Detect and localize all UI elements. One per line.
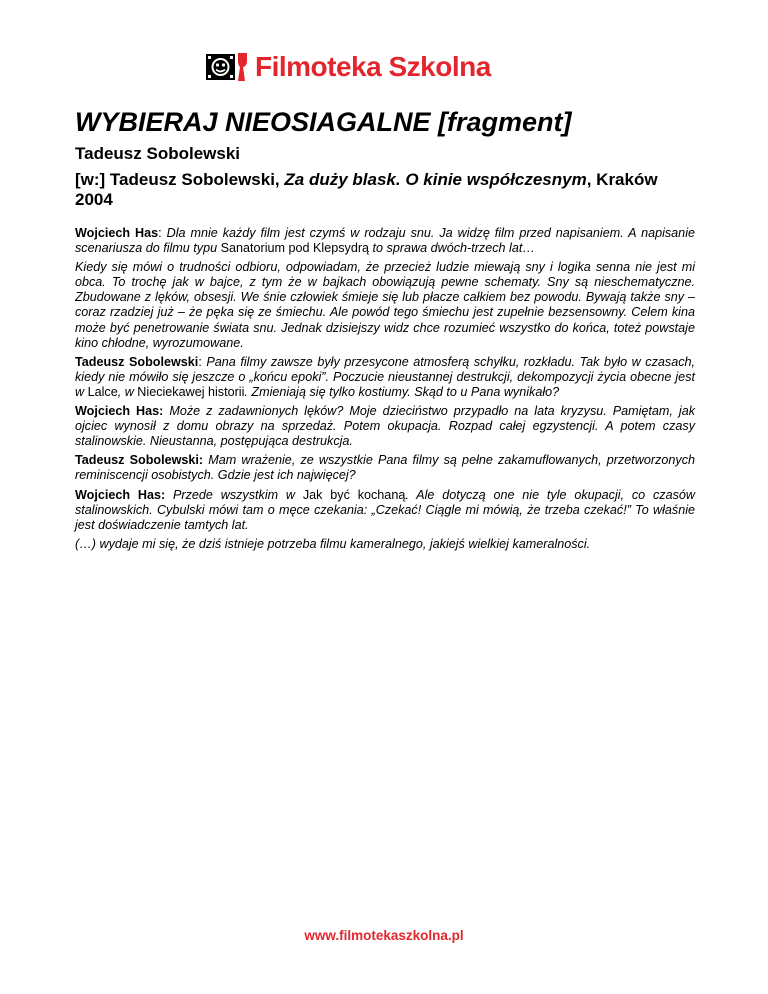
title-reference: Jak być kochaną — [302, 487, 406, 502]
interview-paragraph — [75, 404, 695, 449]
statement-text: Dla mnie każdy film jest czymś w rodzaju snu. Ja widzę film przed napisaniem. A napisanie scenariusza do filmu typu — [75, 226, 695, 256]
interview-paragraph: Tadeusz Sobolewski: Pana filmy zawsze były przesycone atmosferą schyłku, rozkładu. Tak było w czasach, kiedy nie mówiło się jeszcze o „końcu epoki”. Poczucie nieustannej destrukcji, dekompozycji życia obecne jest w Lalce, w Nieciekawej historii. Zmieniają się tylko kostiumy. Skąd to u Pana wynikało? — [75, 354, 696, 399]
statement-text: to sprawa dwóch-trzech lat… — [369, 241, 535, 256]
source-citation — [75, 170, 695, 210]
statement-text: Może z zadawnionych lęków? Moje dzieciństwo przypadło na lata kryzysu. Pamiętam, jak ojciec wynosił z domu obrazy na sprzedaż. Potem okupacja. Rozpad całej egzystencji. A potem czasy stalinowskie. Nieustanna, postępująca destrukcja. — [75, 404, 695, 449]
document-title: WYBIERAJ NIEOSIAGALNE [fragment] — [75, 107, 572, 137]
film-reel-face-icon — [205, 51, 251, 83]
footer-url-link[interactable]: www.filmotekaszkolna.pl — [304, 928, 464, 943]
statement-text: Przede wszystkim w — [173, 487, 303, 502]
speaker-name: Wojciech Has — [75, 226, 159, 240]
interview-paragraph — [75, 537, 695, 552]
statement-text: Mam wrażenie, ze wszystkie Pana filmy są pełne zakamuflowanych, przetworzonych reminiscencji osobistych. Gdzie jest ich najwięcej? — [75, 453, 695, 483]
statement-text: (…) wydaje mi się, że dziś istnieje potrzeba filmu kameralnego, jakiejś wielkiej kameralności. — [75, 536, 591, 551]
title-reference: Lalce — [87, 384, 118, 399]
speaker-name: Wojciech Has: — [75, 487, 166, 502]
source-book-title: Za duży blask. O kinie współczesnym — [284, 170, 587, 189]
title-reference: Sanatorium pod Klepsydrą — [220, 241, 370, 256]
interview-paragraph — [75, 488, 695, 533]
statement-text: , w — [117, 384, 138, 399]
statement-text: Kiedy się mówi o trudności odbioru, odpowiadam, że przecież ludzie miewają sny i logika senna nie jest mi obca. To trochę jak w bajce, z tym że w bajkach obowiązują pewne schematy. Sny są nieschematyczne. Zbudowane z lęków, obsesji. We śnie człowiek śmieje się lub płacze całkiem bez powodu. Bywają także sny – coraz rzadziej już – że pęka się ze śmiechu. Ale powód tego śmiechu jest zupełnie bezsensowny. Celem kina może być penetrowanie świata snu. Jednak dzisiejszy widz chce rozumieć wszystko do końca, toteż powstaje kino chłodne, wyrozumowane. — [75, 260, 695, 350]
statement-text: Pana filmy zawsze były przesycone atmosferą schyłku, rozkładu. Tak było w czasach, kiedy nie mówiło się jeszcze o „końcu epoki”. Poczucie nieustannej destrukcji, dekompozycji życia obecne jest w — [75, 354, 696, 399]
source-prefix: [w:] Tadeusz Sobolewski, — [75, 170, 285, 189]
interview-paragraph: Wojciech Has: Dla mnie każdy film jest czymś w rodzaju snu. Ja widzę film przed napisaniem. A napisanie scenariusza do filmu typu Sanatorium pod Klepsydrą to sprawa dwóch-trzech lat… — [75, 226, 695, 256]
speaker-name: Tadeusz Sobolewski: — [75, 453, 204, 468]
source-place-year: , Kraków 2004 — [75, 170, 658, 209]
speaker-name: Tadeusz Sobolewski — [75, 354, 199, 369]
document-author: Tadeusz Sobolewski — [75, 144, 241, 163]
statement-text: . Ale dotyczą one nie tyle okupacji, co czasów stalinowskich. Cybulski mówi tam o męce czekania: „Czekać! Ciągle mi mówią, że trzeba czekać!” To właśnie jest doświadczenie tamtych lat. — [75, 487, 695, 532]
speaker-name: Wojciech Has: — [75, 404, 164, 419]
brand-logo[interactable] — [205, 49, 491, 85]
brand-name: Filmoteka Szkolna — [255, 51, 491, 82]
statement-text: . Zmieniają się tylko kostiumy. Skąd to u Pana wynikało? — [244, 384, 560, 399]
interview-paragraph — [75, 453, 695, 483]
title-reference: Nieciekawej historii — [137, 384, 245, 399]
interview-text — [75, 226, 695, 556]
interview-paragraph — [75, 260, 695, 351]
